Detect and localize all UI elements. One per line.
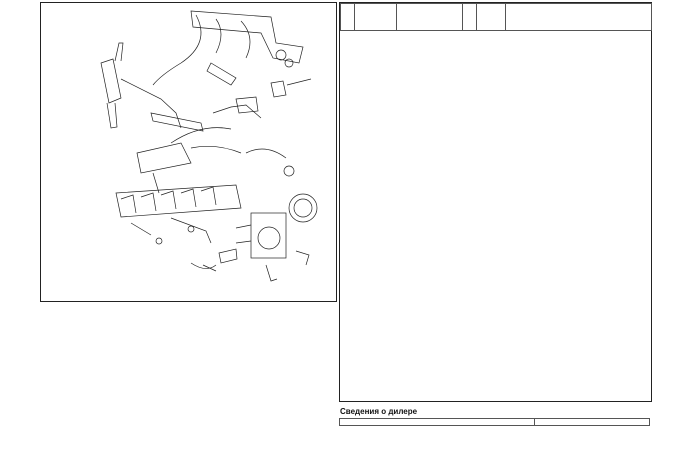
dealer-table (339, 418, 650, 426)
fuel-system-illustration (41, 3, 336, 301)
header-serial (477, 4, 506, 31)
exploded-parts-diagram (40, 2, 337, 302)
header-num (341, 4, 355, 31)
table-header-row (341, 4, 652, 31)
header-qty (463, 4, 477, 31)
parts-table (340, 3, 652, 31)
dealer-phone-label (535, 419, 650, 426)
dealer-title: Сведения о дилере (340, 407, 418, 416)
dealer-section (339, 407, 650, 426)
dealer-name-label (340, 419, 535, 426)
header-notes (506, 4, 652, 31)
header-name (397, 4, 463, 31)
parts-list (339, 2, 652, 402)
header-part-no (355, 4, 397, 31)
